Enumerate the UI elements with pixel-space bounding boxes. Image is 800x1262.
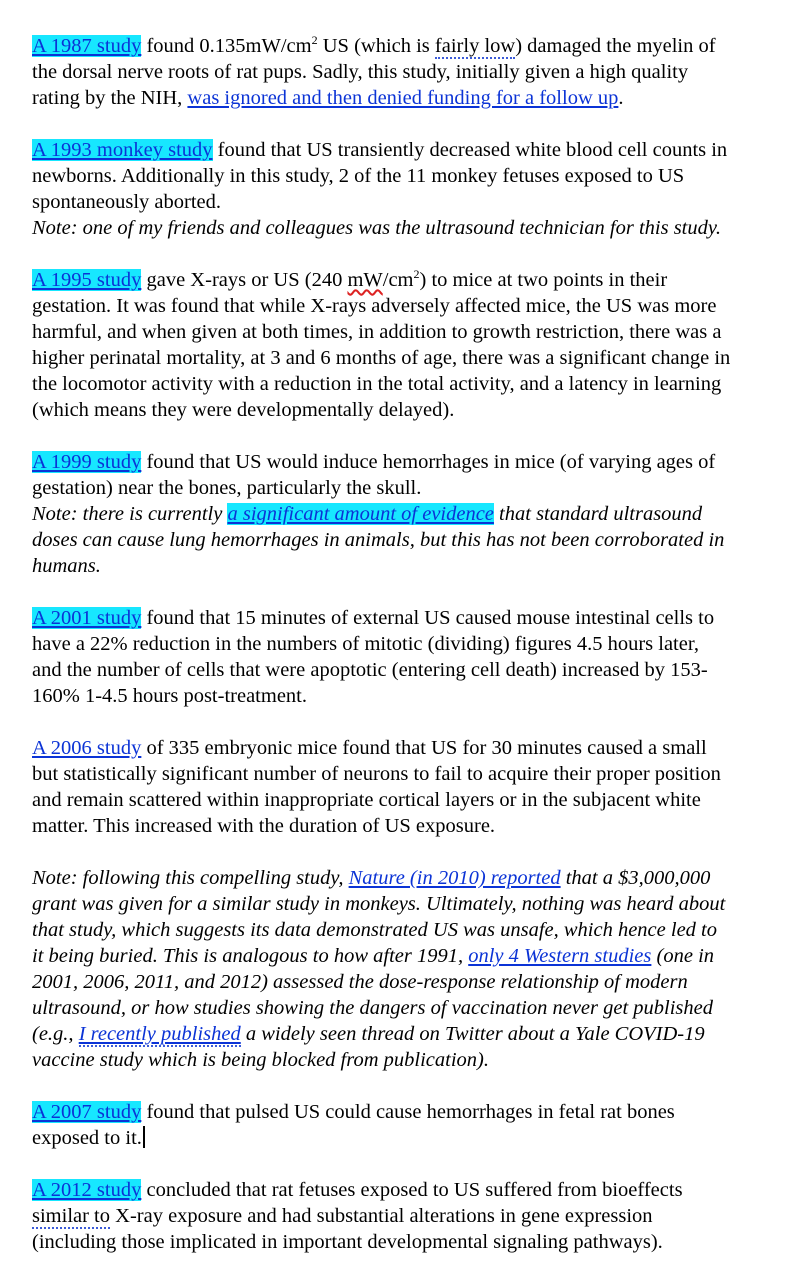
- text: rating by the NIH,: [32, 87, 188, 109]
- superscript: 2: [311, 33, 318, 47]
- line: but statistically significant number of neurons to fail to acquire their proper position: [32, 763, 721, 785]
- link-1999-study[interactable]: A 1999 study: [32, 451, 142, 473]
- line: gestation. It was found that while X-rays adversely affected mice, the US was more: [32, 295, 717, 317]
- line: [32, 1099, 790, 1125]
- line: the dorsal nerve roots of rat pups. Sadly, this study, initially given a high quality: [32, 61, 689, 83]
- text: found 0.135mW/cm: [141, 35, 312, 57]
- link-nature-reported[interactable]: Nature (in 2010) reported: [348, 867, 561, 889]
- text: Note: following this compelling study,: [32, 867, 349, 889]
- grammar-flag[interactable]: fairly low: [434, 35, 516, 57]
- text: of 335 embryonic mice found that US for 30 minutes caused a small: [141, 737, 707, 759]
- text-cursor: [143, 1126, 145, 1148]
- line: [32, 1203, 790, 1229]
- line: and remain scattered within inappropriate cortical layers or in the subjacent white: [32, 789, 701, 811]
- line: [32, 85, 790, 111]
- paragraph-nature-note: [32, 865, 790, 1073]
- line: the locomotor activity with a reduction in the total activity, and a latency in learning: [32, 373, 722, 395]
- text: that a $3,000,000: [560, 867, 711, 889]
- text: ) damaged the myelin of: [515, 35, 716, 57]
- line: (including those implicated in important developmental signaling pathways).: [32, 1231, 663, 1253]
- paragraph-1995-study: [32, 267, 790, 423]
- paragraph-2012-study: [32, 1177, 790, 1255]
- line: [32, 605, 790, 631]
- line: [32, 1021, 790, 1047]
- text: a widely seen thread on Twitter about a Yale COVID-19: [240, 1023, 705, 1045]
- line: and the number of cells that were apoptotic (entering cell death) increased by 153-: [32, 659, 708, 681]
- text: (one in: [651, 945, 715, 967]
- link-recently-published[interactable]: I recently published: [78, 1023, 241, 1045]
- link-significant-evidence[interactable]: a significant amount of evidence: [227, 503, 494, 525]
- note-line: humans.: [32, 555, 101, 577]
- line: [32, 449, 790, 475]
- text: found that 15 minutes of external US caused mouse intestinal cells to: [141, 607, 715, 629]
- line: newborns. Additionally in this study, 2 of the 11 monkey fetuses exposed to US: [32, 165, 685, 187]
- paragraph-1993-study: [32, 137, 790, 241]
- text: it being buried. This is analogous to how after 1991,: [32, 945, 469, 967]
- line: [32, 137, 790, 163]
- line: ultrasound, or how studies showing the dangers of vaccination never get published: [32, 997, 714, 1019]
- paragraph-1987-study: [32, 33, 790, 111]
- line: [32, 865, 790, 891]
- link-1987-study[interactable]: A 1987 study: [32, 35, 142, 57]
- superscript: 2: [413, 267, 420, 281]
- note-line: doses can cause lung hemorrhages in animals, but this has not been corroborated in: [32, 529, 725, 551]
- text: concluded that rat fetuses exposed to US suffered from bioeffects: [141, 1179, 683, 1201]
- text: gave X-rays or US (240: [141, 269, 348, 291]
- line: [32, 267, 790, 293]
- line: 160% 1-4.5 hours post-treatment.: [32, 685, 307, 707]
- text: X-ray exposure and had substantial alterations in gene expression: [110, 1205, 653, 1227]
- note-line: Note: one of my friends and colleagues was the ultrasound technician for this study.: [32, 217, 721, 239]
- line: [32, 943, 790, 969]
- line: vaccine study which is being blocked from publication).: [32, 1049, 489, 1071]
- line: higher perinatal mortality, at 3 and 6 months of age, there was a significant change in: [32, 347, 731, 369]
- note-line: [32, 501, 790, 527]
- line: have a 22% reduction in the numbers of mitotic (dividing) figures 4.5 hours later,: [32, 633, 699, 655]
- text: US (which is: [317, 35, 435, 57]
- line: (which means they were developmentally delayed).: [32, 399, 455, 421]
- link-2012-study[interactable]: A 2012 study: [32, 1179, 142, 1201]
- text: found that US would induce hemorrhages in mice (of varying ages of: [141, 451, 716, 473]
- line: [32, 1177, 790, 1203]
- grammar-flag[interactable]: similar to: [32, 1205, 111, 1227]
- text: found that US transiently decreased white blood cell counts in: [212, 139, 728, 161]
- link-2001-study[interactable]: A 2001 study: [32, 607, 142, 629]
- link-2006-study[interactable]: A 2006 study: [32, 737, 142, 759]
- link-1995-study[interactable]: A 1995 study: [32, 269, 142, 291]
- text: (e.g.,: [32, 1023, 79, 1045]
- text: Note: there is currently: [32, 503, 228, 525]
- line: grant was given for a similar study in monkeys. Ultimately, nothing was heard about: [32, 893, 726, 915]
- line: harmful, and when given at both times, in addition to growth restriction, there was a: [32, 321, 722, 343]
- line: spontaneously aborted.: [32, 191, 222, 213]
- text: found that pulsed US could cause hemorrhages in fetal rat bones: [141, 1101, 675, 1123]
- line: 2001, 2006, 2011, and 2012) assessed the dose-response relationship of modern: [32, 971, 688, 993]
- line: [32, 33, 790, 59]
- line: gestation) near the bones, particularly the skull.: [32, 477, 422, 499]
- paragraph-2006-study: [32, 735, 790, 839]
- text: ) to mice at two points in their: [419, 269, 668, 291]
- text: exposed to it.: [32, 1127, 142, 1149]
- paragraph-1999-study: [32, 449, 790, 579]
- text: that standard ultrasound: [493, 503, 703, 525]
- link-1993-monkey-study[interactable]: A 1993 monkey study: [32, 139, 213, 161]
- link-2007-study[interactable]: A 2007 study: [32, 1101, 142, 1123]
- link-ignored-funding[interactable]: was ignored and then denied funding for a follow up: [187, 87, 619, 109]
- link-western-studies[interactable]: only 4 Western studies: [468, 945, 652, 967]
- line: matter. This increased with the duration of US exposure.: [32, 815, 496, 837]
- spelling-flag[interactable]: mW: [347, 269, 383, 291]
- line: [32, 1125, 790, 1151]
- paragraph-2007-study: [32, 1099, 790, 1151]
- paragraph-2001-study: [32, 605, 790, 709]
- line: that study, which suggests its data demonstrated US was unsafe, which hence led to: [32, 919, 717, 941]
- text: .: [618, 87, 624, 109]
- text: /cm: [382, 269, 414, 291]
- line: [32, 735, 790, 761]
